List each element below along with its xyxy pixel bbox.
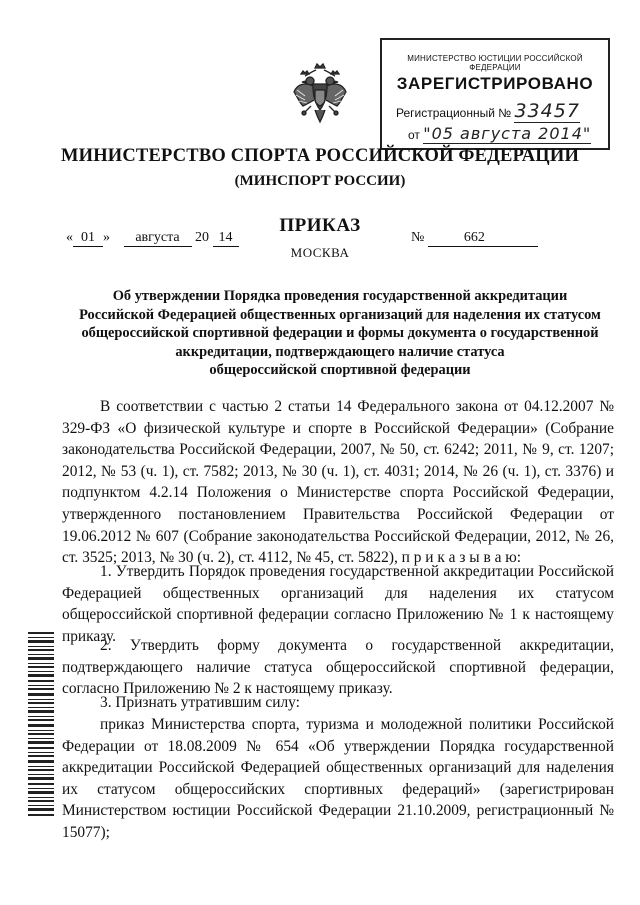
order-year-suffix: 14: [213, 230, 239, 247]
date-quote-close: »: [103, 230, 110, 245]
coat-of-arms-icon: [291, 62, 349, 124]
heading-line: Об утверждении Порядка проведения государственной аккредитации: [112, 288, 568, 304]
order-year-prefix: 20: [195, 230, 209, 245]
stamp-registration-row: [396, 100, 580, 123]
preamble-text: В соответствии с частью 2 статьи 14 Федерального закона от 04.12.2007 № 329-ФЗ «О физической культуре и спорте в Российской Федерации» (Собрание законодательства Российской Федерации, 2007, № 50, ст. 6242; 2011, № 9, ст. 1207; 2012, № 53 (ч. 1), ст. 7582; 2013, № 30 (ч. 1), ст. 4031; 2014, № 26 (ч. 1), ст. 3376) и подпунктом 4.2.14 Положения о Министерстве спорта Российской Федерации, утвержденного постановлением Правительства Российской Федерации от 19.06.2012 № 607 (Собрание законодательства Российской Федерации, 2012, № 26, ст. 3525; 2013, № 30 (ч. 2), ст. 4112, № 45, ст. 5822), п р и к а з ы в а ю:: [62, 398, 614, 567]
stamp-date-value: "05 августа 2014": [423, 124, 592, 143]
ministry-short-name: (МИНСПОРТ РОССИИ): [234, 173, 406, 189]
heading-line: общероссийской спортивной федерации: [209, 362, 471, 378]
stamp-ministry: МИНИСТЕРСТВО ЮСТИЦИИ РОССИЙСКОЙ ФЕДЕРАЦИИ: [407, 54, 583, 72]
item-1-text: 1. Утвердить Порядок проведения государственной аккредитации Российской Федерацией общественных организаций для наделения их статусом общероссийской спортивной федерации согласно Приложению № 1 к настоящему приказу.: [62, 563, 614, 645]
order-number: 662: [428, 230, 538, 247]
body-item-3: [62, 692, 614, 714]
stamp-date-prefix: от: [408, 128, 420, 142]
stamp-date-row: [408, 124, 591, 144]
order-title: ПРИКАЗ: [279, 215, 361, 236]
stamp-registered-label: ЗАРЕГИСТРИРОВАНО: [396, 74, 594, 93]
document-heading: [60, 287, 620, 380]
item-3-content-text: приказ Министерства спорта, туризма и молодежной политики Российской Федерации от 18.08.2009 № 654 «Об утверждении Порядка государственной аккредитации Российской Федерацией общественных организаций для наделения их статусом общероссийских спортивных федераций» (зарегистрирован Министерством юстиции Российской Федерации 21.10.2009, регистрационный № 15077);: [62, 716, 614, 841]
ministry-name: МИНИСТЕРСТВО СПОРТА РОССИЙСКОЙ ФЕДЕРАЦИИ: [60, 146, 580, 166]
order-number-label: №: [411, 230, 425, 245]
item-2-text: 2. Утвердить форму документа о государственной аккредитации, подтверждающего наличие статуса общероссийской спортивной федерации, согласно Приложению № 2 к настоящему приказу.: [62, 637, 614, 698]
heading-line: аккредитации, подтверждающего наличие статуса: [175, 343, 505, 360]
order-number-line: [411, 230, 538, 247]
order-day: 01: [73, 230, 103, 247]
order-date: [66, 230, 239, 247]
stamp-reg-label: Регистрационный №: [396, 106, 512, 120]
heading-line: общероссийской спортивной федерации и формы документа о государственной: [81, 325, 599, 341]
heading-line: Российской Федерацией общественных организаций для наделения их статусом: [79, 306, 601, 323]
barcode-icon: [26, 630, 56, 820]
order-city: МОСКВА: [290, 245, 350, 260]
body-preamble: [62, 396, 614, 569]
body-item-3-content: [62, 714, 614, 844]
date-quote-open: «: [66, 230, 73, 245]
item-3-text: 3. Признать утратившим силу:: [100, 694, 300, 711]
order-month: августа: [124, 230, 192, 247]
stamp-reg-number: 33457: [514, 100, 580, 122]
registration-stamp: [380, 38, 610, 150]
body-item-2: [62, 635, 614, 700]
